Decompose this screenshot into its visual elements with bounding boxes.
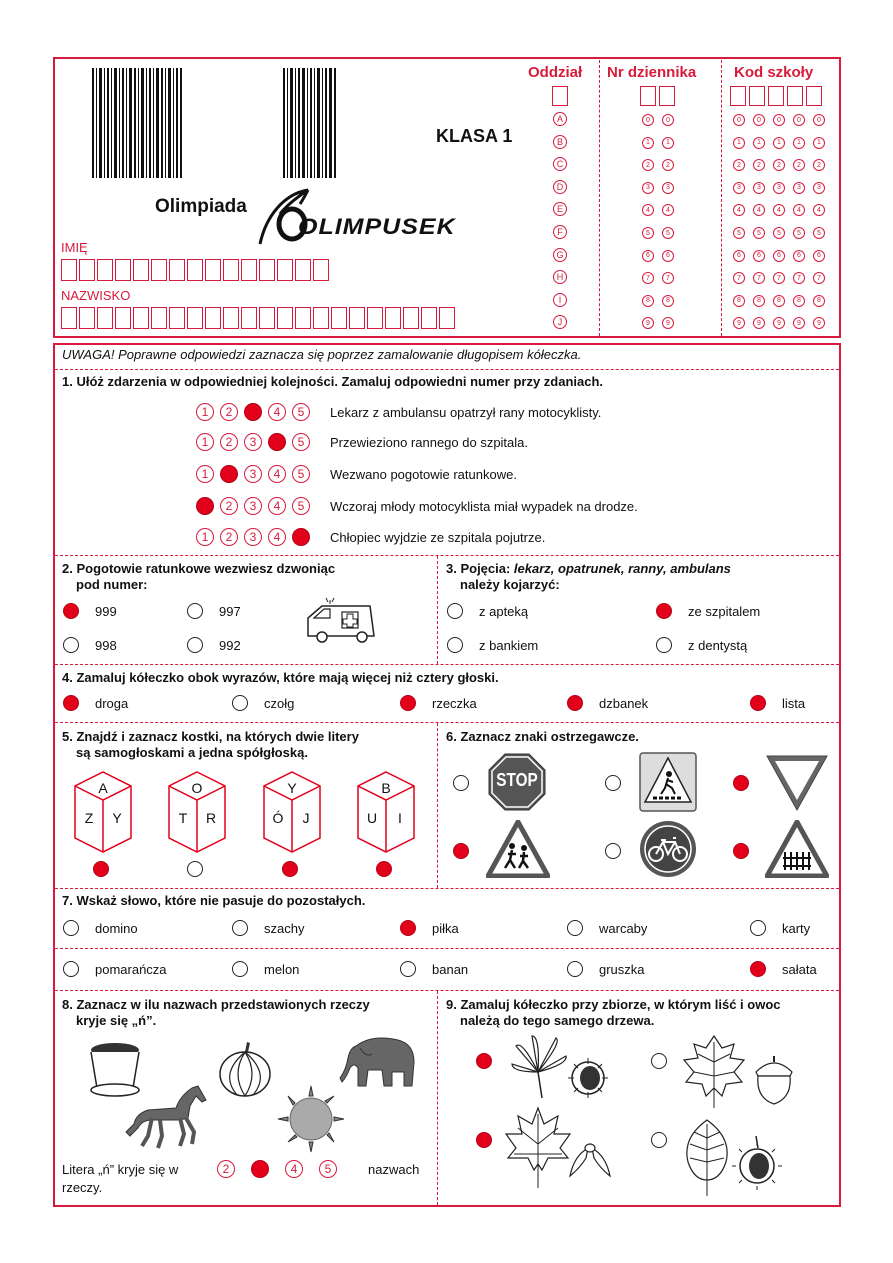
q7-row2-option-4[interactable]	[750, 961, 817, 977]
oddzial-bubble-J[interactable]: J	[553, 315, 567, 329]
q3-option-0-label: z apteką	[479, 603, 529, 619]
q4-option-0-circle[interactable]	[63, 695, 79, 711]
kod-szkoly-bubble-4-4[interactable]: 4	[813, 204, 825, 216]
oddzial-bubble-B[interactable]: B	[553, 135, 567, 149]
question-8-number-3[interactable]: 3	[251, 1160, 269, 1178]
question-4-title: 4. Zamaluj kółeczko obok wyrazów, które mają więcej niż cztery głoski.	[62, 670, 499, 685]
q9-bubble-maple[interactable]	[476, 1131, 492, 1149]
kod-szkoly-bubble-3-1[interactable]: 1	[793, 137, 805, 149]
q7-row1-option-0[interactable]	[63, 920, 138, 936]
q3-option-2-label: z bankiem	[479, 637, 539, 653]
question-5-title: 5. Znajdź i zaznacz kostki, na których dwie litery	[62, 729, 359, 744]
q7-row1-option-2[interactable]	[400, 920, 459, 936]
cube-right-letter: J	[302, 810, 310, 826]
question-1-row	[196, 465, 517, 483]
question-1-number-5[interactable]: 5	[292, 528, 310, 546]
first-name-label: IMIĘ	[61, 240, 88, 255]
kod-szkoly-bubble-4-1[interactable]: 1	[813, 137, 825, 149]
question-1-number-1[interactable]: 1	[196, 497, 214, 515]
maple-leaf-icon	[502, 1104, 574, 1190]
q2-option-1-circle[interactable]	[187, 603, 203, 619]
question-1-number-1[interactable]: 1	[196, 433, 214, 451]
question-3-title: 3. Pojęcia: lekarz, opatrunek, ranny, ambulans	[446, 561, 731, 576]
chestnut-fruit-icon-2	[732, 1132, 782, 1190]
kod-szkoly-bubble-2-6[interactable]: 6	[773, 250, 785, 262]
cube-right-letter: I	[398, 810, 402, 826]
q4-option-0[interactable]	[63, 695, 128, 711]
q7-row2-option-4-label: sałata	[782, 961, 817, 977]
q6-bubble-yield[interactable]	[733, 774, 749, 792]
chestnut-leaf-icon	[506, 1032, 570, 1102]
q4-option-0-label: droga	[95, 695, 129, 711]
yield-sign-icon	[765, 754, 829, 812]
q4-option-3[interactable]	[567, 695, 648, 711]
oddzial-box[interactable]	[552, 86, 571, 111]
question-1-number-3[interactable]: 3	[244, 433, 262, 451]
q9-bubble-chestnut[interactable]	[476, 1052, 492, 1070]
q9-option-circle[interactable]	[476, 1132, 492, 1148]
q7-row2-option-2-label: banan	[432, 961, 469, 977]
kod-szkoly-bubble-3-6[interactable]: 6	[793, 250, 805, 262]
question-1-number-1[interactable]: 1	[196, 465, 214, 483]
q7-row1-option-2-label: piłka	[432, 920, 459, 936]
question-5-title-line2: są samogłoskami a jedna spółgłoską.	[76, 745, 308, 760]
question-8-answer-suffix: nazwach	[368, 1162, 420, 1177]
nr-dziennika-bubble-0-0[interactable]: 0	[642, 114, 654, 126]
oddzial-label: Oddział	[528, 64, 583, 81]
q3-option-3-label: z dentystą	[688, 637, 748, 653]
kod-szkoly-bubble-1-1[interactable]: 1	[753, 137, 765, 149]
kod-szkoly-bubble-0-9[interactable]: 9	[733, 317, 745, 329]
kod-szkoly-bubble-0-7[interactable]: 7	[733, 272, 745, 284]
oddzial-bubble-F[interactable]: F	[553, 225, 567, 239]
kod-szkoly-bubble-1-9[interactable]: 9	[753, 317, 765, 329]
kod-szkoly-bubble-4-5[interactable]: 5	[813, 227, 825, 239]
q6-option-circle[interactable]	[453, 843, 469, 859]
cube-top-letter: O	[191, 780, 203, 796]
nr-dziennika-bubble-1-4[interactable]: 4	[662, 204, 674, 216]
q2-option-2-circle[interactable]	[63, 637, 79, 653]
q2-option-2[interactable]	[63, 637, 117, 653]
kod-szkoly-bubble-2-3[interactable]: 3	[773, 182, 785, 194]
question-9-title: 9. Zamaluj kółeczko przy zbiorze, w którym liść i owoc	[446, 997, 781, 1012]
q7-row1-option-3-circle[interactable]	[567, 920, 583, 936]
q3-option-3[interactable]	[656, 637, 747, 653]
oddzial-bubble-I[interactable]: I	[553, 293, 567, 307]
nr-dziennika-bubble-0-6[interactable]: 6	[642, 250, 654, 262]
question-1-sentence: Wezwano pogotowie ratunkowe.	[330, 466, 517, 482]
cube-right-letter: R	[205, 810, 217, 826]
question-7-title: 7. Wskaż słowo, które nie pasuje do pozostałych.	[62, 893, 366, 908]
kod-szkoly-bubble-0-5[interactable]: 5	[733, 227, 745, 239]
q3-option-1[interactable]	[656, 603, 760, 619]
cube-right-letter: Y	[112, 810, 122, 826]
question-6-title: 6. Zaznacz znaki ostrzegawcze.	[446, 729, 639, 744]
nr-dziennika-bubble-1-3[interactable]: 3	[662, 182, 674, 194]
q7-row2-option-1[interactable]	[232, 961, 299, 977]
cube-top-letter: B	[381, 780, 391, 796]
question-1-number-2[interactable]: 2	[220, 465, 238, 483]
nr-dziennika-boxes[interactable]	[640, 86, 678, 106]
question-1-row	[196, 528, 545, 546]
q2-option-1[interactable]	[187, 603, 241, 619]
class-label: KLASA 1	[436, 126, 513, 146]
oddzial-bubble-H[interactable]: H	[553, 270, 567, 284]
question-1-number-1[interactable]: 1	[196, 528, 214, 546]
kod-szkoly-bubble-2-7[interactable]: 7	[773, 272, 785, 284]
q4-option-4[interactable]	[750, 695, 805, 711]
nr-dziennika-bubble-0-9[interactable]: 9	[642, 317, 654, 329]
elephant-icon	[336, 1032, 420, 1090]
q7-row1-option-4-label: karty	[782, 920, 811, 936]
q6-option-circle[interactable]	[733, 843, 749, 859]
nr-dziennika-bubble-0-7[interactable]: 7	[642, 272, 654, 284]
kod-szkoly-bubble-0-0[interactable]: 0	[733, 114, 745, 126]
oak-leaf-icon	[678, 1032, 750, 1112]
q6-option-circle[interactable]	[605, 775, 621, 791]
horse-icon	[122, 1084, 208, 1154]
q3-option-3-circle[interactable]	[656, 637, 672, 653]
q7-row2-option-1-label: melon	[264, 961, 300, 977]
q2-option-0-label: 999	[95, 603, 117, 619]
kod-szkoly-bubble-1-7[interactable]: 7	[753, 272, 765, 284]
question-8-answer-text: Litera „ń” kryje się w	[62, 1162, 179, 1177]
q7-row2-option-1-circle[interactable]	[232, 961, 248, 977]
question-9-title-line2: należą do tego samego drzewa.	[460, 1013, 655, 1028]
kod-szkoly-bubble-3-5[interactable]: 5	[793, 227, 805, 239]
q6-bubble-bicycle[interactable]	[605, 842, 621, 860]
nr-dziennika-bubble-1-5[interactable]: 5	[662, 227, 674, 239]
q3-option-0[interactable]	[447, 603, 528, 619]
question-1-number-2[interactable]: 2	[220, 528, 238, 546]
q6-option-circle[interactable]	[605, 843, 621, 859]
question-8-title-line2: kryje się „ń”.	[76, 1013, 157, 1028]
nr-dziennika-bubble-1-6[interactable]: 6	[662, 250, 674, 262]
kod-szkoly-bubble-3-3[interactable]: 3	[793, 182, 805, 194]
question-1-sentence: Przewieziono rannego do szpitala.	[330, 434, 529, 450]
kod-szkoly-bubble-4-2[interactable]: 2	[813, 159, 825, 171]
kod-szkoly-bubble-1-2[interactable]: 2	[753, 159, 765, 171]
kod-szkoly-bubble-4-8[interactable]: 8	[813, 295, 825, 307]
q5-cube-circle[interactable]	[282, 861, 298, 877]
kod-szkoly-bubble-4-3[interactable]: 3	[813, 182, 825, 194]
barcode-right	[283, 68, 337, 178]
q7-row1-option-0-label: domino	[95, 920, 138, 936]
kod-szkoly-bubble-3-2[interactable]: 2	[793, 159, 805, 171]
last-name-field[interactable]	[61, 307, 457, 329]
q7-row1-option-4[interactable]	[750, 920, 810, 936]
question-8-title: 8. Zaznacz w ilu nazwach przedstawionych rzeczy	[62, 997, 370, 1012]
kod-szkoly-label: Kod szkoły	[734, 64, 814, 81]
q7-row2-option-2[interactable]	[400, 961, 468, 977]
q7-row2-option-3-label: gruszka	[599, 961, 645, 977]
question-8-number-2[interactable]: 2	[217, 1160, 235, 1178]
q7-row2-option-2-circle[interactable]	[400, 961, 416, 977]
kod-szkoly-bubble-3-8[interactable]: 8	[793, 295, 805, 307]
q6-bubble-stop[interactable]	[453, 774, 469, 792]
q4-option-2-circle[interactable]	[400, 695, 416, 711]
kod-szkoly-boxes[interactable]	[730, 86, 825, 106]
kod-szkoly-bubble-0-4[interactable]: 4	[733, 204, 745, 216]
stop-sign-text: STOP	[496, 770, 538, 790]
oddzial-bubble-D[interactable]: D	[553, 180, 567, 194]
kod-szkoly-bubble-2-1[interactable]: 1	[773, 137, 785, 149]
kod-szkoly-bubble-2-0[interactable]: 0	[773, 114, 785, 126]
question-1-number-5[interactable]: 5	[292, 465, 310, 483]
q6-bubble-railway[interactable]	[733, 842, 749, 860]
kod-szkoly-bubble-2-5[interactable]: 5	[773, 227, 785, 239]
children-warning-sign-icon	[486, 820, 550, 878]
q4-option-4-circle[interactable]	[750, 695, 766, 711]
logo-text: OLIMPUSEK	[298, 214, 456, 240]
olimpiada-label: Olimpiada	[155, 196, 247, 217]
kod-szkoly-bubble-2-9[interactable]: 9	[773, 317, 785, 329]
oddzial-bubble-A[interactable]: A	[553, 112, 567, 126]
nr-dziennika-bubble-1-2[interactable]: 2	[662, 159, 674, 171]
q3-option-0-circle[interactable]	[447, 603, 463, 619]
q7-row1-option-1-circle[interactable]	[232, 920, 248, 936]
question-8-number-4[interactable]: 4	[285, 1160, 303, 1178]
q7-row1-option-3[interactable]	[567, 920, 647, 936]
q6-bubble-crossing[interactable]	[605, 774, 621, 792]
question-1-title: 1. Ułóż zdarzenia w odpowiedniej kolejności. Zamaluj odpowiedni numer przy zdaniach.	[62, 374, 604, 389]
question-1-number-2[interactable]: 2	[220, 433, 238, 451]
instruction-note: UWAGA! Poprawne odpowiedzi zaznacza się poprzez zamalowanie długopisem kółeczka.	[62, 347, 582, 362]
q3-option-1-label: ze szpitalem	[688, 603, 761, 619]
ambulance-icon	[300, 596, 382, 646]
question-1-number-4[interactable]: 4	[268, 497, 286, 515]
chestnut-fruit-icon	[566, 1056, 610, 1100]
nr-dziennika-bubble-0-3[interactable]: 3	[642, 182, 654, 194]
q2-option-1-label: 997	[219, 603, 241, 619]
nr-dziennika-bubble-1-9[interactable]: 9	[662, 317, 674, 329]
q3-option-2-circle[interactable]	[447, 637, 463, 653]
kod-szkoly-bubble-1-5[interactable]: 5	[753, 227, 765, 239]
q7-row1-option-1[interactable]	[232, 920, 304, 936]
q7-row2-option-4-circle[interactable]	[750, 961, 766, 977]
q5-cube-circle[interactable]	[187, 861, 203, 877]
q6-bubble-children[interactable]	[453, 842, 469, 860]
question-1-number-1[interactable]: 1	[196, 403, 214, 421]
first-name-field[interactable]	[61, 259, 331, 281]
question-1-sentence: Wczoraj młody motocyklista miał wypadek na drodze.	[330, 498, 638, 514]
q4-option-1[interactable]	[232, 695, 294, 711]
nr-dziennika-bubble-1-1[interactable]: 1	[662, 137, 674, 149]
barcode-left	[92, 68, 182, 178]
sun-icon	[276, 1084, 346, 1154]
question-2-title: 2. Pogotowie ratunkowe wezwiesz dzwoniąc	[62, 561, 336, 576]
maple-seed-icon	[566, 1142, 616, 1198]
kod-szkoly-bubble-2-8[interactable]: 8	[773, 295, 785, 307]
cube-left-letter: U	[366, 810, 378, 826]
cube-top-letter: Y	[287, 780, 297, 796]
pedestrian-crossing-sign-icon	[639, 752, 697, 812]
kod-szkoly-bubble-3-7[interactable]: 7	[793, 272, 805, 284]
q5-cube-circle[interactable]	[376, 861, 392, 877]
q9-option-circle[interactable]	[651, 1053, 667, 1069]
question-1-number-4[interactable]: 4	[268, 465, 286, 483]
oddzial-bubble-C[interactable]: C	[553, 157, 567, 171]
q2-option-3-circle[interactable]	[187, 637, 203, 653]
q6-option-circle[interactable]	[733, 775, 749, 791]
railway-crossing-sign-icon	[765, 820, 829, 878]
question-1-number-2[interactable]: 2	[220, 497, 238, 515]
q4-option-2-label: rzeczka	[432, 695, 477, 711]
nr-dziennika-bubble-0-2[interactable]: 2	[642, 159, 654, 171]
q2-option-3-label: 992	[219, 637, 241, 653]
kod-szkoly-bubble-4-7[interactable]: 7	[813, 272, 825, 284]
question-1-row	[196, 497, 638, 515]
q7-row2-option-0[interactable]	[63, 961, 167, 977]
kod-szkoly-bubble-2-2[interactable]: 2	[773, 159, 785, 171]
kod-szkoly-bubble-1-0[interactable]: 0	[753, 114, 765, 126]
cube-top-letter: A	[98, 780, 108, 796]
q4-option-2[interactable]	[400, 695, 477, 711]
question-1-number-3[interactable]: 3	[244, 528, 262, 546]
nr-dziennika-bubble-0-5[interactable]: 5	[642, 227, 654, 239]
question-1-number-2[interactable]: 2	[220, 403, 238, 421]
kod-szkoly-bubble-0-2[interactable]: 2	[733, 159, 745, 171]
kod-szkoly-bubble-1-3[interactable]: 3	[753, 182, 765, 194]
nr-dziennika-bubble-1-0[interactable]: 0	[662, 114, 674, 126]
kod-szkoly-bubble-4-6[interactable]: 6	[813, 250, 825, 262]
q4-option-3-circle[interactable]	[567, 695, 583, 711]
q5-cube-circle[interactable]	[93, 861, 109, 877]
nr-dziennika-label: Nr dziennika	[607, 64, 697, 81]
kod-szkoly-bubble-0-6[interactable]: 6	[733, 250, 745, 262]
question-1-sentence: Lekarz z ambulansu opatrzył rany motocyklisty.	[330, 404, 602, 420]
q7-row1-option-1-label: szachy	[264, 920, 305, 936]
beech-leaf-icon	[682, 1118, 732, 1198]
question-1-number-4[interactable]: 4	[268, 433, 286, 451]
kod-szkoly-bubble-3-4[interactable]: 4	[793, 204, 805, 216]
pumpkin-icon	[217, 1040, 273, 1098]
kod-szkoly-bubble-4-0[interactable]: 0	[813, 114, 825, 126]
question-8-number-5[interactable]: 5	[319, 1160, 337, 1178]
q3-option-1-circle[interactable]	[656, 603, 672, 619]
oddzial-bubble-G[interactable]: G	[553, 248, 567, 262]
kod-szkoly-bubble-1-8[interactable]: 8	[753, 295, 765, 307]
question-3-title-line2: należy kojarzyć:	[460, 577, 560, 592]
q9-bubble-oak[interactable]	[651, 1052, 667, 1070]
acorn-icon	[750, 1052, 798, 1108]
question-1-number-4[interactable]: 4	[268, 403, 286, 421]
q2-option-0-circle[interactable]	[63, 603, 79, 619]
q7-row1-option-0-circle[interactable]	[63, 920, 79, 936]
question-1-number-3[interactable]: 3	[244, 497, 262, 515]
q7-row2-option-3-circle[interactable]	[567, 961, 583, 977]
q9-bubble-beech[interactable]	[651, 1131, 667, 1149]
nr-dziennika-bubble-0-8[interactable]: 8	[642, 295, 654, 307]
q2-option-2-label: 998	[95, 637, 117, 653]
question-1-number-4[interactable]: 4	[268, 528, 286, 546]
kod-szkoly-bubble-3-0[interactable]: 0	[793, 114, 805, 126]
q2-option-0[interactable]	[63, 603, 117, 619]
question-1-number-5[interactable]: 5	[292, 497, 310, 515]
kod-szkoly-bubble-2-4[interactable]: 4	[773, 204, 785, 216]
q7-row2-option-0-label: pomarańcza	[95, 961, 167, 977]
q4-option-1-circle[interactable]	[232, 695, 248, 711]
kod-szkoly-bubble-0-8[interactable]: 8	[733, 295, 745, 307]
kod-szkoly-bubble-4-9[interactable]: 9	[813, 317, 825, 329]
q7-row1-option-3-label: warcaby	[599, 920, 648, 936]
kod-szkoly-bubble-1-4[interactable]: 4	[753, 204, 765, 216]
question-2-title-line2: pod numer:	[76, 577, 148, 592]
q3-option-2[interactable]	[447, 637, 538, 653]
q6-option-circle[interactable]	[453, 775, 469, 791]
q4-option-4-label: lista	[782, 695, 806, 711]
question-8-answer-text-line2: rzeczy.	[62, 1180, 103, 1195]
question-1-number-5[interactable]: 5	[292, 403, 310, 421]
question-1-row	[196, 403, 601, 421]
nr-dziennika-bubble-1-8[interactable]: 8	[662, 295, 674, 307]
question-1-sentence: Chłopiec wyjdzie ze szpitala pojutrze.	[330, 529, 546, 545]
question-1-row	[196, 433, 528, 451]
q4-option-3-label: dzbanek	[599, 695, 649, 711]
q7-row1-option-4-circle[interactable]	[750, 920, 766, 936]
cube-left-letter: Ó	[272, 810, 284, 826]
nr-dziennika-bubble-1-7[interactable]: 7	[662, 272, 674, 284]
oddzial-bubble-E[interactable]: E	[553, 202, 567, 216]
question-1-number-3[interactable]: 3	[244, 465, 262, 483]
q7-row2-option-0-circle[interactable]	[63, 961, 79, 977]
kod-szkoly-bubble-0-3[interactable]: 3	[733, 182, 745, 194]
q9-option-circle[interactable]	[476, 1053, 492, 1069]
kod-szkoly-bubble-0-1[interactable]: 1	[733, 137, 745, 149]
nr-dziennika-bubble-0-4[interactable]: 4	[642, 204, 654, 216]
nr-dziennika-bubble-0-1[interactable]: 1	[642, 137, 654, 149]
question-1-number-5[interactable]: 5	[292, 433, 310, 451]
cube-left-letter: T	[178, 810, 188, 826]
q7-row1-option-2-circle[interactable]	[400, 920, 416, 936]
question-1-number-3[interactable]: 3	[244, 403, 262, 421]
q4-option-1-label: czołg	[264, 695, 295, 711]
cube-left-letter: Z	[84, 810, 94, 826]
q7-row2-option-3[interactable]	[567, 961, 645, 977]
no-bicycles-sign-icon	[639, 820, 697, 878]
q9-option-circle[interactable]	[651, 1132, 667, 1148]
kod-szkoly-bubble-3-9[interactable]: 9	[793, 317, 805, 329]
kod-szkoly-bubble-1-6[interactable]: 6	[753, 250, 765, 262]
q2-option-3[interactable]	[187, 637, 241, 653]
last-name-label: NAZWISKO	[61, 288, 131, 303]
question-8-number-options	[217, 1160, 353, 1178]
